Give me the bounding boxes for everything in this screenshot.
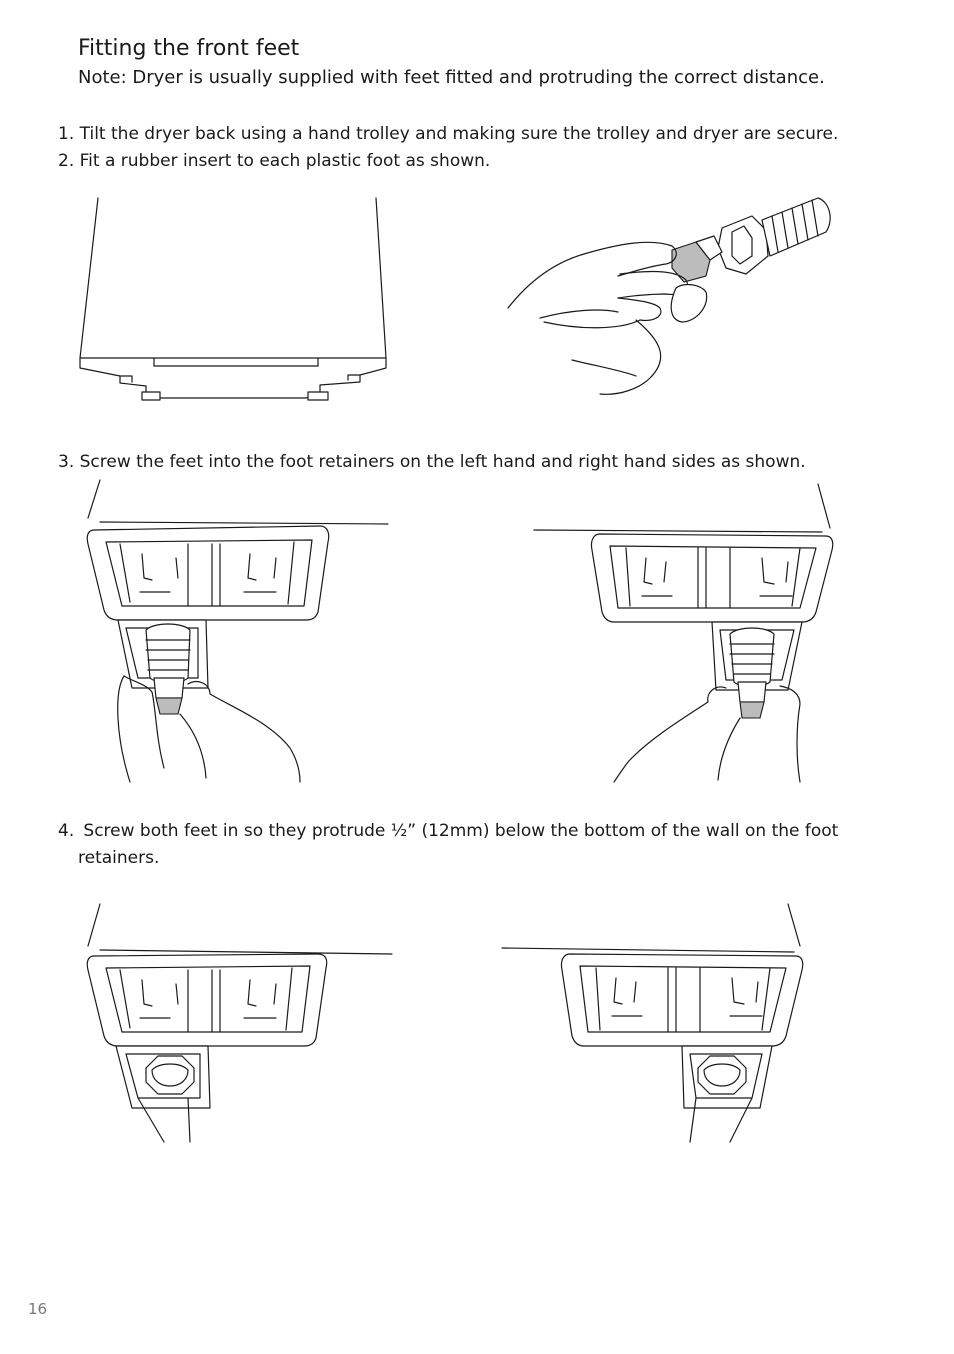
left-foot-screwing-icon [80, 478, 400, 788]
step-4-line-1: Screw both feet in so they protrude ½” (12mm) below the bottom of the wall on the foot [83, 821, 839, 841]
hand-rubber-insert-icon [500, 190, 850, 400]
step-3: 3. Screw the feet into the foot retainers on the left hand and right hand sides as shown. [58, 452, 806, 472]
left-foot-fitted-icon [80, 900, 400, 1150]
step-1: 1. Tilt the dryer back using a hand trolley and making sure the trolley and dryer are secure. [58, 124, 839, 144]
section-title: Fitting the front feet [78, 36, 300, 61]
supply-note: Note: Dryer is usually supplied with feet fitted and protruding the correct distance. [78, 67, 825, 88]
step-4-line-2: retainers. [78, 848, 160, 868]
page-number: 16 [28, 1300, 48, 1318]
step-4-number: 4. [58, 821, 75, 841]
step-2: 2. Fit a rubber insert to each plastic foot as shown. [58, 151, 491, 171]
right-foot-fitted-icon [498, 900, 818, 1150]
right-foot-screwing-icon [530, 478, 850, 788]
dryer-base-icon [70, 190, 410, 410]
step-4 [58, 818, 888, 872]
